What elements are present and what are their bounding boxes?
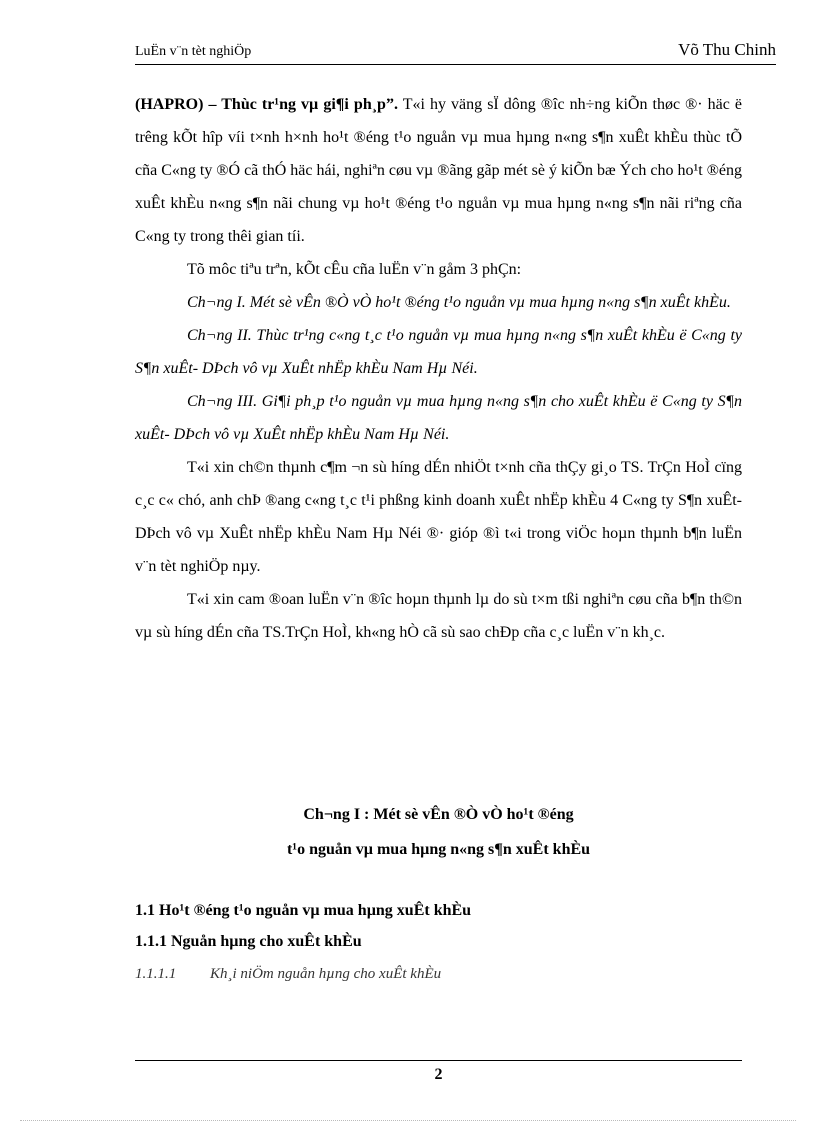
chapter-1-summary: Ch¬ng I. Mét sè vÊn ®Ò vÒ ho¹t ®éng t¹o nguån vµ mua hµng n«ng s¶n xuÊt khÈu. bbox=[187, 294, 731, 311]
section-1-1-1-1-title: Kh¸i niÖm nguån hµng cho xuÊt khÈu bbox=[210, 966, 442, 982]
section-1-1-1-heading: 1.1.1 Nguån hµng cho xuÊt khÈu bbox=[135, 933, 362, 950]
page-header bbox=[135, 38, 776, 65]
commitment-paragraph: T«i xin cam ®oan luËn v¨n ®îc hoµn thµnh lµ do sù t×m tßi nghiªn cøu cña b¶n th©n vµ sù híng dÉn cña TS.TrÇn HoÌ, kh«ng hÒ cã sù sao chÐp cña c¸c luËn v¨n kh¸c. bbox=[135, 591, 742, 641]
header-author: Võ Thu Chinh bbox=[678, 40, 776, 59]
chapter-3-summary: Ch¬ng III. Gi¶i ph¸p t¹o nguån vµ mua hµng n«ng s¶n cho xuÊt khÈu ë C«ng ty S¶n xuÊt- DÞch vô vµ XuÊt nhËp khÈu Nam Hµ Néi. bbox=[135, 393, 742, 443]
section-1-1-1-1-heading bbox=[135, 966, 441, 983]
intro-paragraph bbox=[135, 88, 742, 253]
chapter-heading-line-1: Ch¬ng I : Mét sè vÊn ®Ò vÒ ho¹t ®éng bbox=[303, 806, 574, 823]
page-edge-dots bbox=[20, 1120, 796, 1121]
section-1-1-1-1-number: 1.1.1.1 bbox=[135, 966, 177, 982]
structure-intro: Tõ môc tiªu trªn, kÕt cÊu cña luËn v¨n gåm 3 phÇn: bbox=[187, 261, 522, 278]
header-thesis-label: LuËn v¨n tèt nghiÖp bbox=[135, 44, 252, 59]
intro-rest: T«i hy väng sÏ dông ®îc nh÷ng kiÕn thøc ®· häc ë trêng kÕt hîp víi t×nh h×nh ho¹t ®éng t¹o nguån vµ mua hµng n«ng s¶n xuÊt khÈu thùc tÕ cña C«ng ty ®Ó cã thÓ häc hái, nghiªn cøu vµ ®ãng gãp mét sè ý kiÕn bæ Ých cho ho¹t ®éng xuÊt khÈu n«ng s¶n nãi chung vµ ho¹t ®éng t¹o nguån vµ mua hµng n«ng s¶n nãi riªng cña C«ng ty trong thêi gian tíi. bbox=[135, 96, 742, 245]
section-1-1-heading: 1.1 Ho¹t ®éng t¹o nguån vµ mua hµng xuÊt khÈu bbox=[135, 902, 472, 919]
page-number: 2 bbox=[434, 1066, 443, 1083]
thanks-paragraph: T«i xin ch©n thµnh c¶m ¬n sù híng dÉn nhiÖt t×nh cña thÇy gi¸o TS. TrÇn HoÌ cïng c¸c c« chó, anh chÞ ®ang c«ng t¸c t¹i phßng kinh doanh xuÊt nhËp khÈu 4 C«ng ty S¶n xuÊt-DÞch vô vµ XuÊt nhËp khÈu Nam Hµ Néi ®· gióp ®ì t«i trong viÖc hoµn thµnh b¶n luËn v¨n tèt nghiÖp nµy. bbox=[135, 459, 742, 575]
chapter-2-summary: Ch¬ng II. Thùc tr¹ng c«ng t¸c t¹o nguån vµ mua hµng n«ng s¶n xuÊt khÈu ë C«ng ty S¶n xuÊt- DÞch vô vµ XuÊt nhËp khÈu Nam Hµ Néi. bbox=[135, 327, 742, 377]
intro-bold: (HAPRO) – Thùc tr¹ng vµ gi¶i ph¸p”. bbox=[135, 96, 398, 113]
chapter-heading-line-2: t¹o nguån vµ mua hµng n«ng s¶n xuÊt khÈu bbox=[286, 841, 591, 858]
footer-rule bbox=[135, 1060, 742, 1061]
body-text bbox=[135, 88, 742, 649]
